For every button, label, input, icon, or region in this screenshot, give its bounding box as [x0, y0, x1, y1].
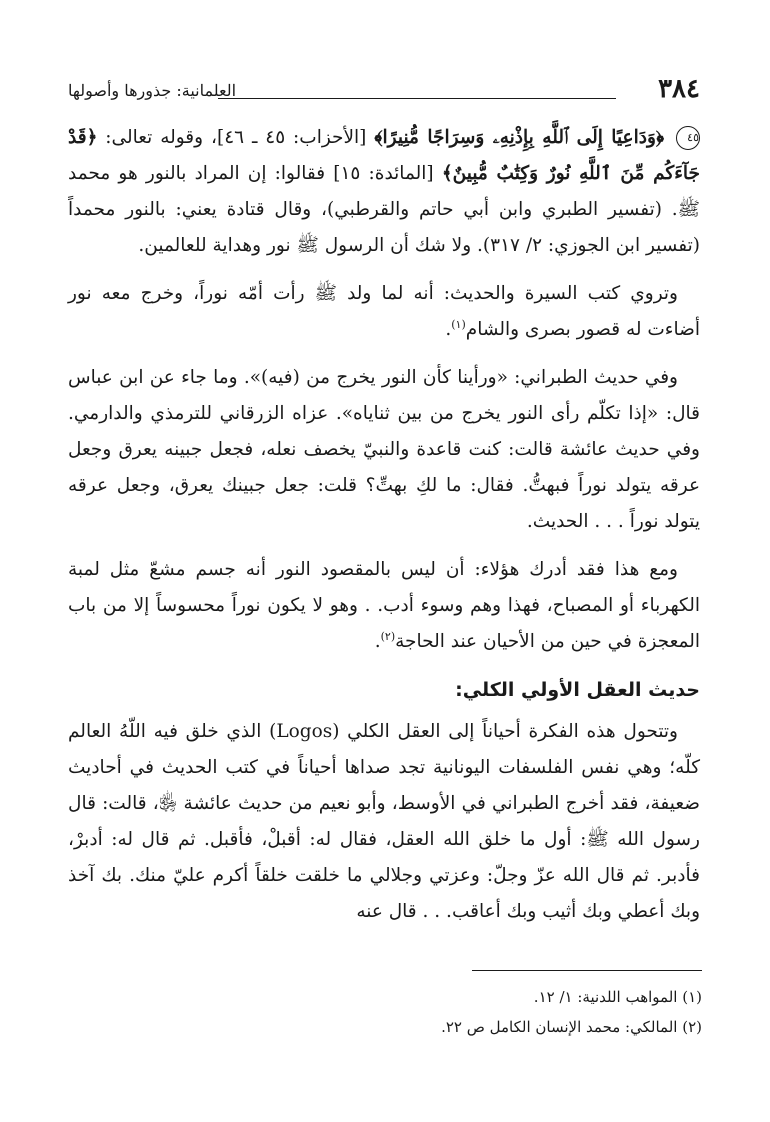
quran-verse-text: قَدْ جَآءَكُم مِّنَ ٱللَّهِ نُورٌ وَكِتَٰبٌ مُّبِينٌ — [68, 127, 700, 184]
paragraph-2 — [68, 276, 700, 348]
verse-reference: [الأحزاب: ٤٥ ـ ٤٦]، وقوله تعالى: — [97, 127, 367, 148]
paragraph-text: وتروي كتب السيرة والحديث: أنه لما ولد ﷺ رأت أمّه نوراً، وخرج معه نور أضاءت له قصور بصرى والشام — [68, 283, 700, 340]
running-title: العلمانية: جذورها وأصولها — [68, 81, 237, 100]
paragraph-1 — [68, 120, 700, 264]
paragraph-text: ومع هذا فقد أدرك هؤلاء: أن ليس بالمقصود النور أنه جسم مشعّ مثل لمبة الكهرباء أو المصباح، فهذا وهم وسوء أدب. . وهو لا يكون نوراً محسوساً إلا من باب المعجزة في حين من الأحيان عند الحاجة — [68, 559, 700, 652]
footnote-separator — [472, 970, 702, 971]
paragraph-end: . — [374, 631, 381, 652]
footnote-2: (٢) المالكي: محمد الإنسان الكامل ص ٢٢. — [441, 1018, 702, 1036]
quran-verse: ﴿قَدْ جَآءَكُم مِّنَ ٱللَّهِ نُورٌ وَكِتَٰبٌ مُّبِينٌ﴾ — [68, 127, 700, 184]
paragraph-text: وفي حديث الطبراني: «ورأينا كأن النور يخرج من (فيه)». وما جاء عن ابن عباس قال: «إذا تكلّم رأى النور يخرج من بين ثناياه». عزاه الزرقاني للترمذي والدارمي. وفي حديث عائشة قالت: كنت قاعدة والنبيّ يخصف نعله، فجعل جبينه يعرق وجعل عرقه يتولد نوراً فبهتُّ. فقال: ما لكِ بهتِّ؟ قلت: جعل جبينك يعرق، وجعل عرقه يتولد نوراً . . . الحديث. — [68, 367, 700, 532]
verse-number-icon: ٤٥ — [676, 126, 700, 150]
paragraph-end: . — [445, 319, 452, 340]
footnotes — [70, 982, 702, 1042]
quran-verse-text: وَدَاعِيًا إِلَى ٱللَّهِ بِإِذْنِهِۦ وَسِرَاجًا مُّنِيرًا — [382, 127, 656, 148]
footnote-ref: (١) — [451, 317, 466, 331]
paragraph-4 — [68, 552, 700, 660]
footnote-ref: (٢) — [380, 629, 396, 643]
paragraph-text: وتتحول هذه الفكرة أحياناً إلى العقل الكلي (Logos) الذي خلق فيه اللّهُ العالم كلّه؛ وهي نفس الفلسفات اليونانية تجد صداها أحياناً في كتب الحديث في أحاديث ضعيفة، فقد أخرج الطبراني في الأوسط، وأبو نعيم من حديث عائشة ﵂، قالت: قال رسول الله ﷺ: أول ما خلق الله العقل، فقال له: أقبلْ، فأقبل. ثم قال له: أدبرْ، فأدبر. ثم قال الله عزّ وجلّ: وعزتي وجلالي ما خلقت خلقاً أكرم عليّ منك. بك آخذ وبك أعطي وبك أثيب وبك أعاقب. . . قال عنه — [68, 721, 700, 922]
page-number: ٣٨٤ — [658, 74, 700, 104]
running-header — [68, 74, 700, 110]
paragraph-3 — [68, 360, 700, 540]
footnote-1: (١) المواهب اللدنية: ١/ ١٢. — [533, 988, 702, 1006]
quran-verse: ﴿وَدَاعِيًا إِلَى ٱللَّهِ بِإِذْنِهِۦ وَسِرَاجًا مُّنِيرًا﴾ — [374, 127, 665, 148]
header-rule — [218, 98, 616, 99]
body-text — [68, 120, 700, 942]
paragraph-text: [المائدة: ١٥] فقالوا: إن المراد بالنور هو محمد ﷺ. (تفسير الطبري وابن أبي حاتم والقرطبي)، وقال قتادة يعني: بالنور محمداً (تفسير ابن الجوزي: ٢/ ٣١٧). ولا شك أن الرسول ﷺ نور وهداية للعالمين. — [68, 163, 700, 256]
section-heading: حديث العقل الأولي الكلي: — [455, 679, 700, 701]
paragraph-5 — [68, 714, 700, 930]
